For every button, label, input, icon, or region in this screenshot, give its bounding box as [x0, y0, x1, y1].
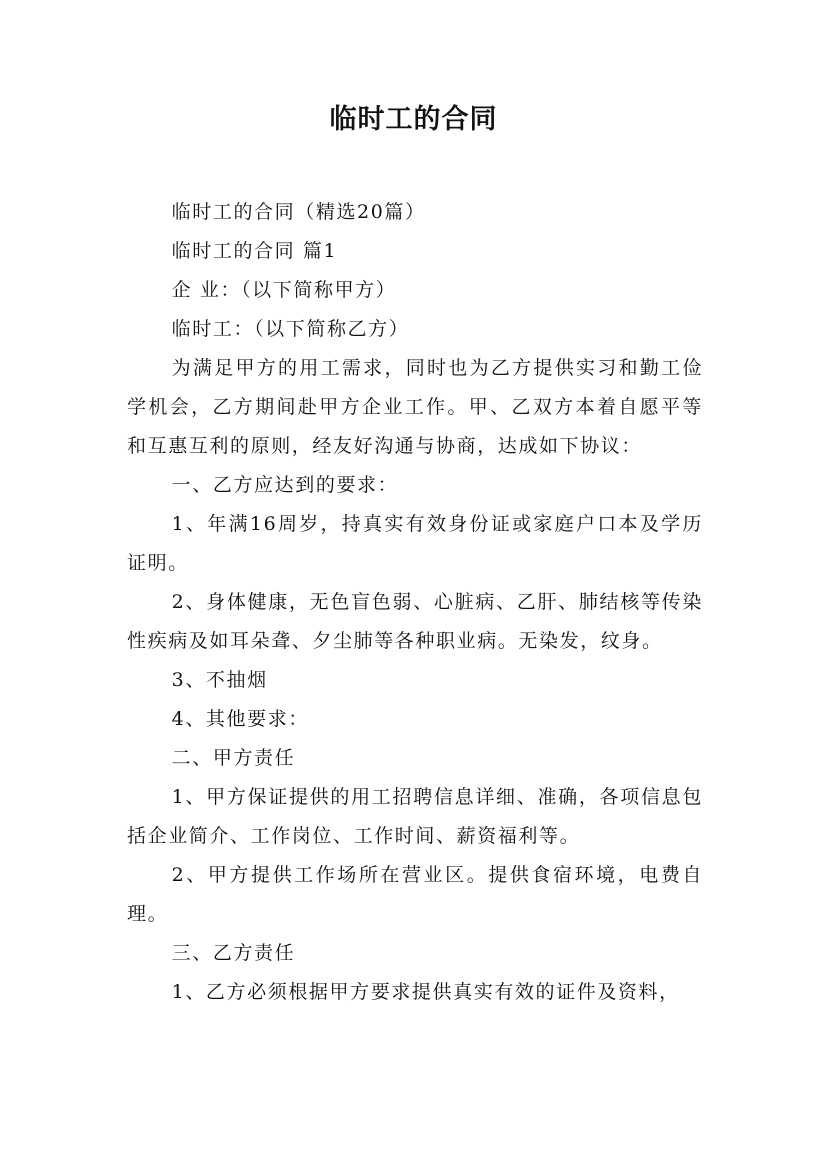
paragraph-party-a-duty-1: 1、甲方保证提供的用工招聘信息详细、准确，各项信息包括企业简介、工作岗位、工作时间、薪资福利等。 [127, 786, 703, 847]
paragraph-requirement-3: 3、不抽烟 [171, 669, 268, 691]
paragraph-subtitle: 临时工的合同（精选20篇） [171, 201, 426, 223]
document-body [127, 193, 703, 1012]
paragraph-heading-party-b-duties: 三、乙方责任 [171, 942, 296, 964]
paragraph-section-heading: 临时工的合同 篇1 [171, 240, 338, 262]
paragraph-party-a-duty-2: 2、甲方提供工作场所在营业区。提供食宿环境，电费自理。 [127, 864, 703, 925]
paragraph-party-a: 企 业：（以下简称甲方） [171, 279, 397, 301]
paragraph-party-b: 临时工：（以下简称乙方） [171, 318, 410, 340]
document-title: 临时工的合同 [329, 104, 498, 135]
paragraph-requirement-1: 1、年满16周岁，持真实有效身份证或家庭户口本及学历证明。 [127, 513, 703, 574]
paragraph-heading-party-a-duties: 二、甲方责任 [171, 747, 296, 769]
paragraph-requirement-2: 2、身体健康，无色盲色弱、心脏病、乙肝、肺结核等传染性疾病及如耳朵聋、夕尘肺等各种职业病。无染发，纹身。 [127, 591, 703, 652]
paragraph-heading-requirements: 一、乙方应达到的要求： [171, 474, 399, 496]
paragraph-party-b-duty-1: 1、乙方必须根据甲方要求提供真实有效的证件及资料， [171, 981, 680, 1003]
paragraph-requirement-4: 4、其他要求： [171, 708, 309, 730]
paragraph-preamble: 为满足甲方的用工需求，同时也为乙方提供实习和勤工俭学机会，乙方期间赴甲方企业工作。甲、乙双方本着自愿平等和互惠互利的原则，经友好沟通与协商，达成如下协议： [127, 357, 703, 457]
